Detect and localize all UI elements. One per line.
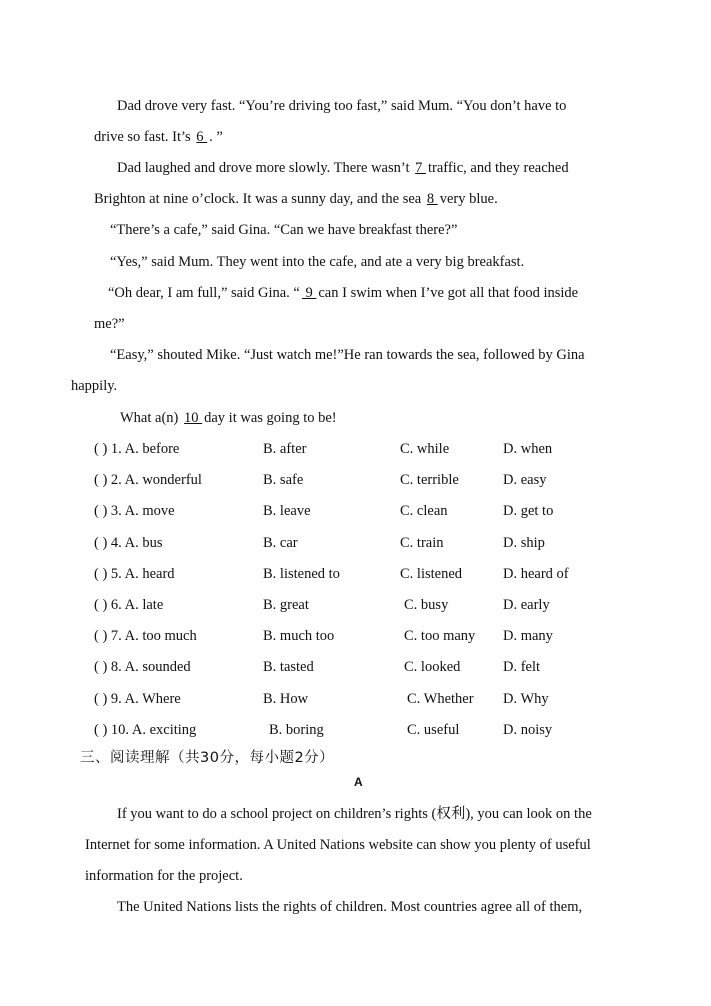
option-b: B. safe <box>263 472 304 488</box>
option-b: B. listened to <box>263 566 340 582</box>
option-b: B. leave <box>263 503 311 519</box>
option-d: D. noisy <box>503 722 553 738</box>
question-10: ( ) 10. A. exciting <box>94 722 197 738</box>
option-b: B. after <box>263 441 307 457</box>
blank-9: 9 <box>301 285 317 301</box>
question-7: ( ) 7. A. too much <box>94 628 197 644</box>
option-d: D. ship <box>503 535 545 551</box>
question-9: ( ) 9. A. Where <box>94 691 181 707</box>
reading-line: Internet for some information. A United Nations website can show you plenty of useful <box>85 837 591 853</box>
question-4: ( ) 4. A. bus <box>94 535 163 551</box>
option-d: D. felt <box>503 659 541 675</box>
section-heading: 三、阅读理解（共30分，每小题2分） <box>80 750 335 766</box>
option-c: C. listened <box>400 566 463 582</box>
passage-line: happily. <box>71 378 118 394</box>
option-c: C. too many <box>404 628 476 644</box>
passage-line: “Easy,” shouted Mike. “Just watch me!”He ran towards the sea, followed by Gina <box>110 347 585 363</box>
option-d: D. get to <box>503 503 554 519</box>
option-c: C. while <box>400 441 450 457</box>
passage-line: drive so fast. It’s 6 . ” <box>94 129 223 145</box>
option-b: B. tasted <box>263 659 314 675</box>
passage-line: “Oh dear, I am full,” said Gina. “ 9 can I swim when I’ve got all that food inside <box>108 285 579 301</box>
blank-6: 6 <box>196 129 208 145</box>
blank-8: 8 <box>426 191 438 207</box>
passage-line: Brighton at nine o’clock. It was a sunny day, and the sea 8 very blue. <box>94 191 498 207</box>
reading-line: information for the project. <box>85 868 243 884</box>
reading-line: The United Nations lists the rights of children. Most countries agree all of them, <box>117 899 583 915</box>
option-b: B. How <box>263 691 309 707</box>
passage-line: Dad laughed and drove more slowly. There wasn’t 7 traffic, and they reached <box>117 160 569 176</box>
option-d: D. early <box>503 597 550 613</box>
option-c: C. busy <box>404 597 449 613</box>
option-c: C. terrible <box>400 472 459 488</box>
question-3: ( ) 3. A. move <box>94 503 175 519</box>
option-b: B. great <box>263 597 309 613</box>
option-d: D. Why <box>503 691 549 707</box>
question-2: ( ) 2. A. wonderful <box>94 472 202 488</box>
option-b: B. boring <box>269 722 324 738</box>
option-d: D. easy <box>503 472 547 488</box>
option-b: B. car <box>263 535 298 551</box>
passage-line: me?” <box>94 316 125 332</box>
question-5: ( ) 5. A. heard <box>94 566 175 582</box>
option-c: C. useful <box>407 722 460 738</box>
option-c: C. clean <box>400 503 448 519</box>
question-6: ( ) 6. A. late <box>94 597 164 613</box>
option-b: B. much too <box>263 628 335 644</box>
option-c: C. Whether <box>407 691 474 707</box>
blank-7: 7 <box>415 160 426 176</box>
option-d: D. when <box>503 441 553 457</box>
passage-line: “Yes,” said Mum. They went into the cafe, and ate a very big breakfast. <box>110 254 525 270</box>
passage-line: What a(n) 10 day it was going to be! <box>120 410 337 426</box>
question-1: ( ) 1. A. before <box>94 441 180 457</box>
question-8: ( ) 8. A. sounded <box>94 659 191 675</box>
passage-line: “There’s a cafe,” said Gina. “Can we have breakfast there?” <box>110 222 458 238</box>
blank-10: 10 <box>184 410 203 426</box>
passage-line: Dad drove very fast. “You’re driving too fast,” said Mum. “You don’t have to <box>117 98 567 114</box>
option-d: D. many <box>503 628 553 644</box>
option-c: C. looked <box>404 659 461 675</box>
section-subheading: A <box>354 775 363 789</box>
option-c: C. train <box>400 535 444 551</box>
reading-line: If you want to do a school project on children’s rights (权利), you can look on the <box>117 806 592 822</box>
option-d: D. heard of <box>503 566 569 582</box>
